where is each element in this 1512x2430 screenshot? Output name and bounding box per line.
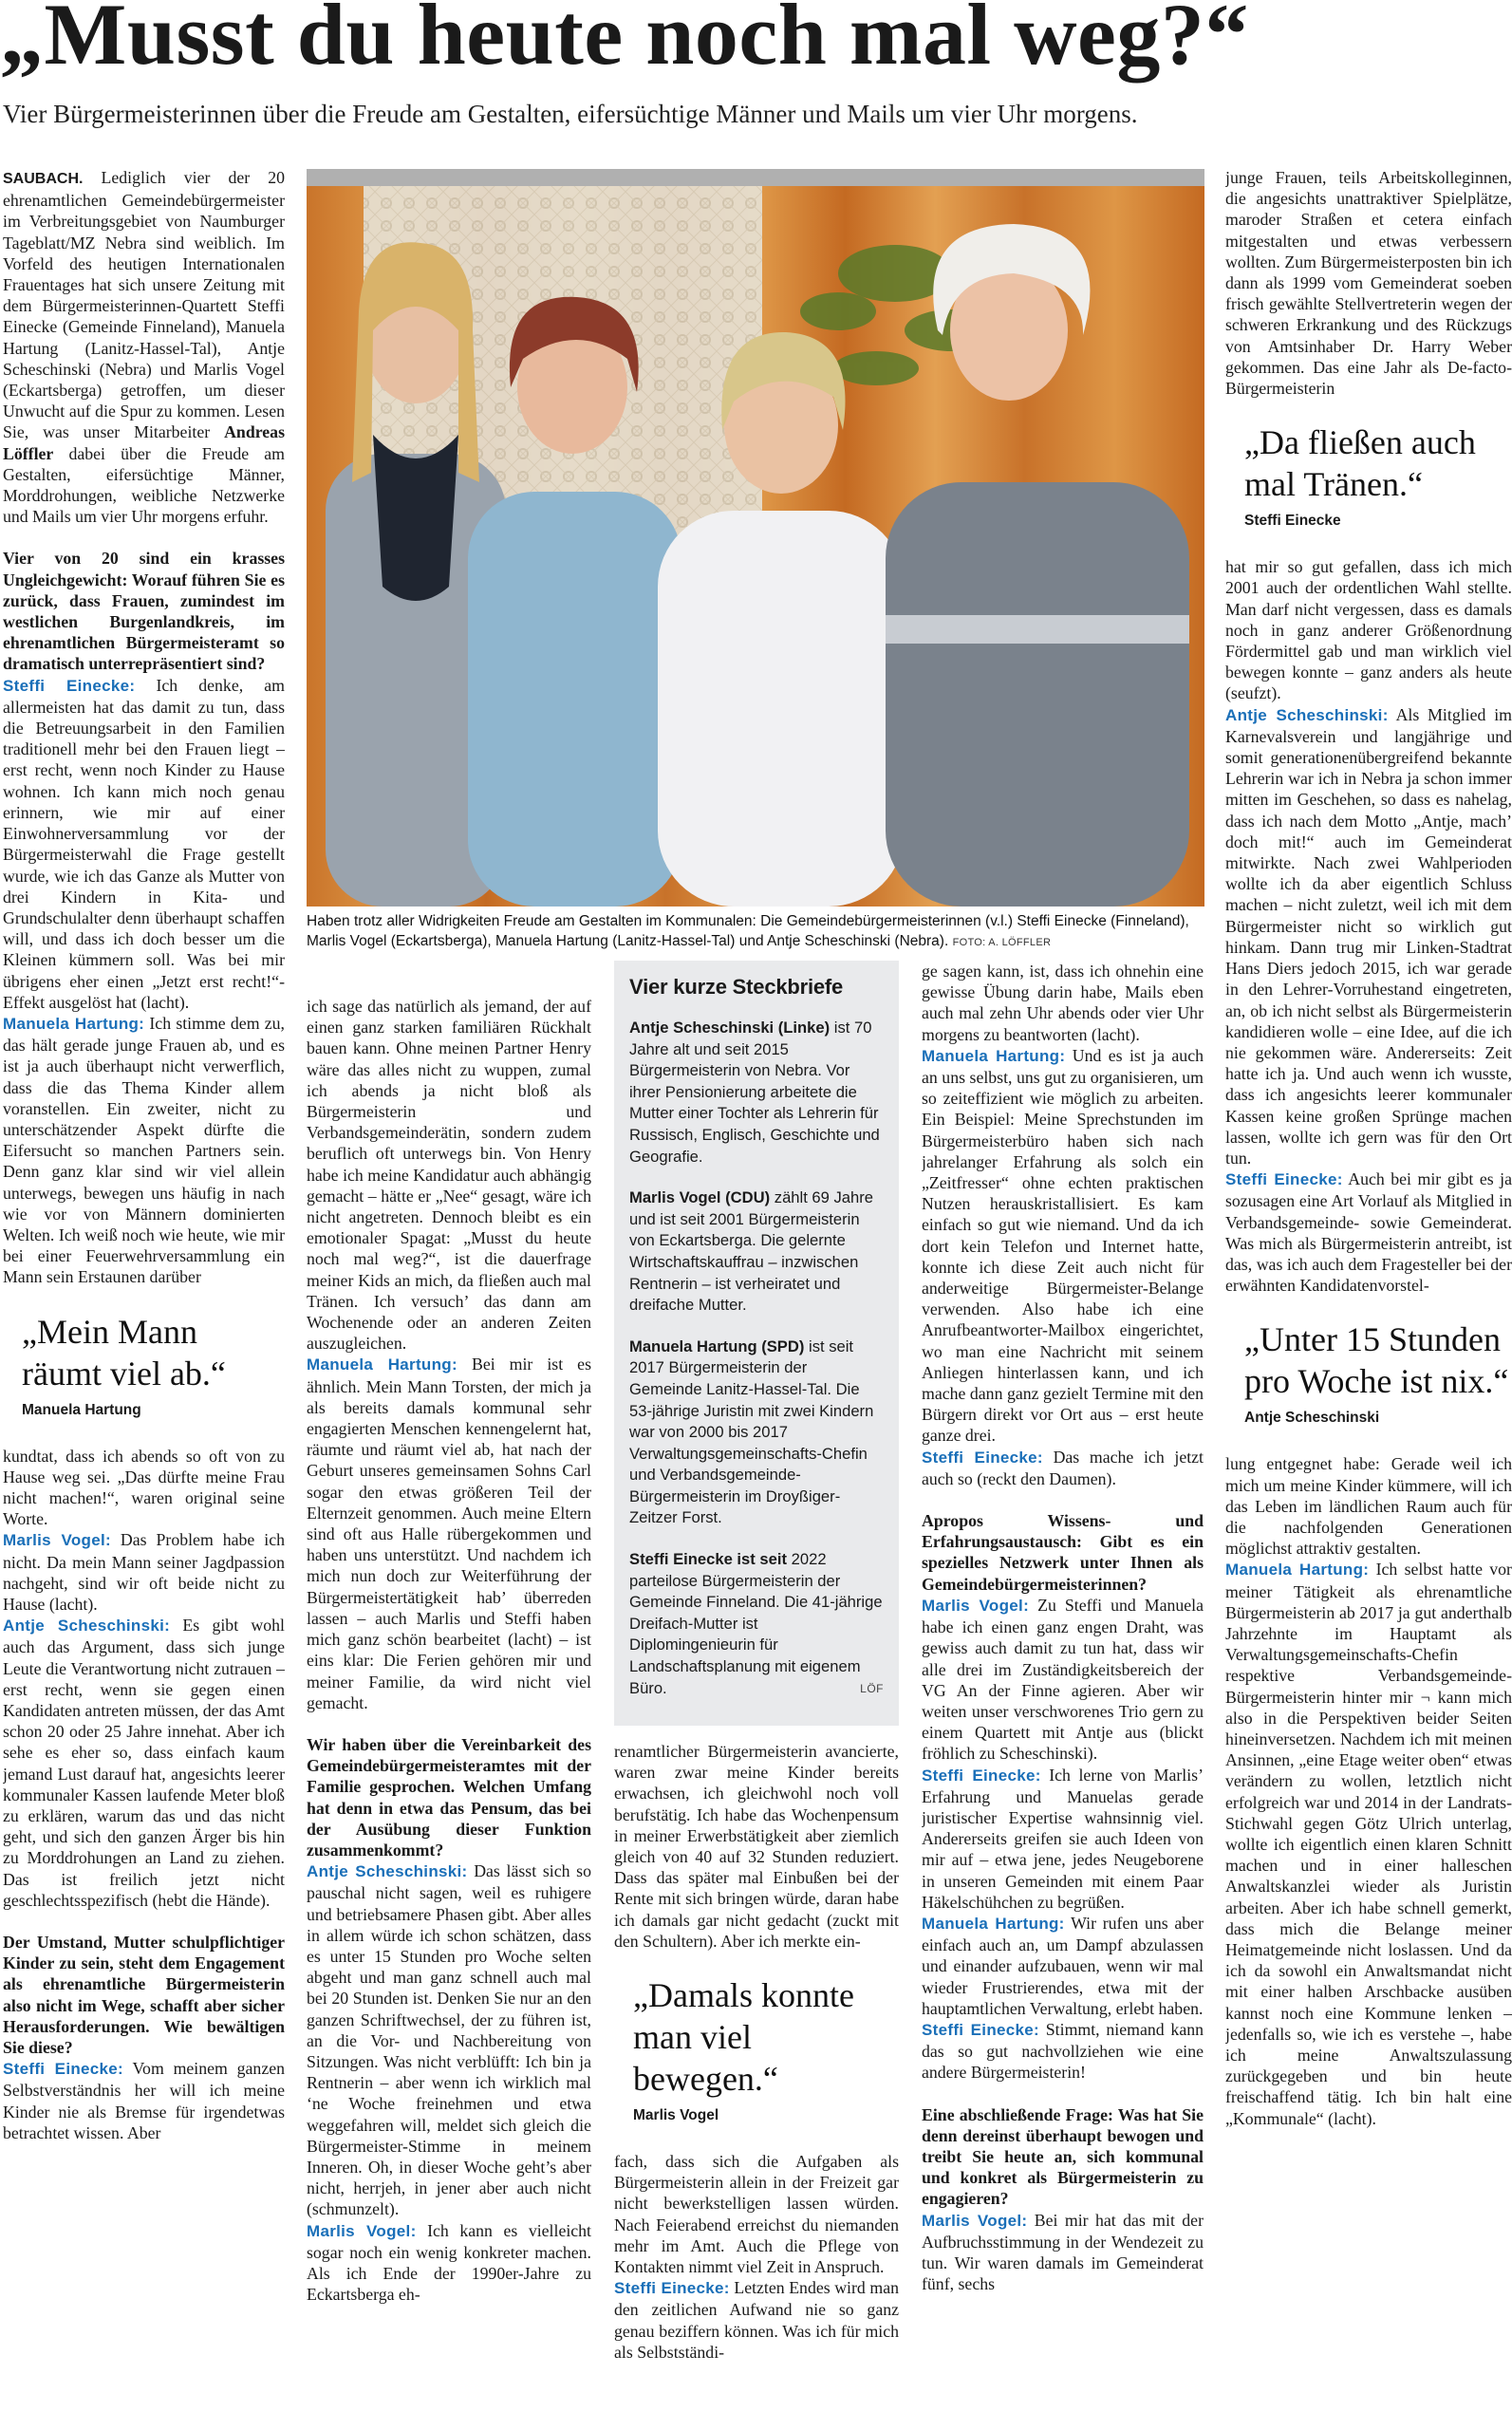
profile-name: Steffi Einecke ist seit [629, 1550, 788, 1569]
speaker-label: Steffi Einecke: [614, 2279, 730, 2298]
profile-name: Manuela Hartung (SPD) [629, 1336, 805, 1355]
answer-paragraph: ge sagen kann, ist, dass ich ohnehin eine gewisse Übung darin habe, Mails eben auch mal zehn Uhr abends oder vier Uhr morgens zu beantworten (lacht). [922, 962, 1204, 1044]
speaker-label: Steffi Einecke: [922, 1448, 1043, 1467]
article-column-1 [3, 167, 285, 2430]
answer-paragraph: Manuela Hartung: Ich stimme dem zu, das hält gerade junge Frauen ab, und es ist ja auch überhaupt nicht verwerflich, dass die das Thema Kinder allem voranstellen. Ein zweiter, nicht zu unterschätzender Aspekt dürfte die Eifersucht so manchen Partners sein. Denn ganz klar sind wir viel allein unterwegs, bewegen uns häufig in nach wie vor von Männern dominierten Welten. Ich weiß noch wie heute, wie mir bei einer Feuerwehrversammlung ein Mann sein Erstaunen darüber [3, 1013, 285, 1287]
pull-quote-text: „Mein Mann räumt viel ab.“ [22, 1312, 226, 1393]
answer-paragraph: Manuela Hartung: Wir rufen uns aber einfach auch an, um Dampf abzulassen und einander aufzubauen, wenn wir mal wieder Frustrierendes, etwa mit der hauptamtlichen Verwaltung, erlebt haben. [922, 1913, 1204, 2018]
group-photo-illustration [307, 169, 1204, 907]
photo-credit: FOTO: A. LÖFFLER [952, 937, 1052, 948]
author-name: Andreas Löffler [3, 422, 285, 463]
question-4: Apropos Wissens- und Erfahrungsaustausch: Gibt es ein spezielles Netzwerk unter Ihnen als Gemeindebürgermeisterinnen? [922, 1511, 1204, 1594]
answer-paragraph: Manuela Hartung: Ich selbst hatte vor meiner Tätigkeit als ehrenamtliche Bürgermeisterin ab 2017 ja gut anderthalb Jahrzehnte im Hauptamt als Verwaltungsgemeinschafts-Chefin respektive Verbandsgemeinde-Bürgermeisterin hinter mir ¬ kann mich also in die Perspektiven beider Seiten hineinversetzen. Nachdem ich mit meinen Ansinnen, „eine Etage weiter oben“ etwas verändern zu wollen, letztlich nicht erfolgreich war und 2014 in der Landrats-Stichwahl gegen Götz Ulrich unterlag, wollte ich eigentlich einen klaren Schnitt machen und in einer halleschen Anwaltskanzlei wieder als Juristin arbeiten. Aber ich habe schnell gemerkt, dass mich die Belange meiner Heimatgemeinde nicht loslassen. Und da ich da sowohl ein Anwaltsmandat nicht mit einer halben Arschbacke ausüben kannst noch eine Kommune lenken – jedenfalls so, wie ich es verstehe –, habe ich meine Anwaltszulassung zurückgegeben und bin heute freischaffend tätig. Ich bin halt eine „Kommunale“ (lacht). [1225, 1560, 1512, 2128]
article-column-2 [307, 996, 591, 2430]
answer-paragraph: Steffi Einecke: Letzten Endes wird man den zeitlichen Aufwand nie so ganz genau beziffern können. Was ich für mich als Selbstständi- [614, 2278, 899, 2362]
pull-quote [633, 1974, 899, 2126]
answer-paragraph: Steffi Einecke: Stimmt, niemand kann das so gut nachvollziehen wie eine andere Bürgermeisterin! [922, 2019, 1204, 2083]
speaker-label: Steffi Einecke: [3, 676, 136, 695]
pull-quote-text: „Unter 15 Stunden pro Woche ist nix.“ [1244, 1320, 1509, 1401]
speaker-label: Antje Scheschinski: [3, 1617, 171, 1636]
question-2: Der Umstand, Mutter schulpflichtiger Kinder zu sein, steht dem Engagement als ehrenamtliche Bürgermeisterin also nicht im Wege, schafft aber sicher Herausforderungen. Wie bewältigen Sie diese? [3, 1933, 285, 2058]
speaker-label: Marlis Vogel: [3, 1531, 111, 1550]
profile-entry: Steffi Einecke ist seit 2022 parteilose Bürgermeisterin der Gemeinde Finneland. Die 41-jährige Dreifach-Mutter ist Diplomingenieurin für Landschaftsplanung mit eigenem Büro. LÖF [629, 1549, 884, 1699]
profile-entry: Manuela Hartung (SPD) ist seit 2017 Bürgermeisterin der Gemeinde Lanitz-Hassel-Tal. Die 53-jährige Juristin mit zwei Kindern war von 2000 bis 2017 Verwaltungsgemeinschafts-Chefin und Verbandsgemeinde-Bürgermeisterin im Droyßiger-Zeitzer Forst. [629, 1336, 874, 1527]
speaker-label: Manuela Hartung: [922, 1046, 1066, 1065]
article-column-5 [1225, 167, 1512, 2430]
profiles-signature: LÖF [860, 1681, 884, 1695]
answer-paragraph: ich sage das natürlich als jemand, der auf einen ganz starken familiären Rückhalt bauen kann. Ohne meinen Partner Henry wäre das alles nicht zu wuppen, zumal ich abends ja nicht bloß als Bürgermeisterin und Verbandsgemeinderätin, sondern zudem beruflich oft unterwegs bin. Von Henry habe ich meine Kandidatur auch abhängig gemacht – hätte er „Nee“ gesagt, wäre ich nicht angetreten. Dennoch bleibt es ein emotionaler Spagat: „Musst du heute noch mal weg?“, ist die dauerfrage meiner Kids an mich, da fließen auch mal Tränen. Ich versuch’ das dann am Wochenende oder an anderen Zeiten auszugleichen. [307, 997, 591, 1354]
answer-paragraph: Steffi Einecke: Ich lerne von Marlis’ Erfahrung und Manuelas gerade juristischer Expertise wahnsinnig viel. Andererseits greifen sie auch Ideen von mir auf – etwa jene, jedes Neugeborene in unseren Gemeinden mit einem Paar Häkelschühchen zu begrüßen. [922, 1765, 1204, 1912]
speaker-label: Manuela Hartung: [922, 1914, 1065, 1933]
pull-quote-author: Steffi Einecke [1244, 513, 1341, 530]
speaker-label: Marlis Vogel: [922, 2211, 1028, 2230]
profile-name: Marlis Vogel (CDU) [629, 1188, 771, 1207]
answer-paragraph: Steffi Einecke: Ich denke, am allermeisten hat das damit zu tun, dass die Betreuungsarbeit in den Familien traditionell mehr bei den Frauen liegt – erst recht, wenn noch Kinder zu Hause wohnen. Ich kann mich noch genau erinnern, wie mir auf einer Einwohnerversammlung vor der Bürgermeisterwahl die Frage gestellt wurde, wie ich das Ganze als Mutter von drei Kindern in Kita- und Grundschulalter denn überhaupt schaffen will, und dass ich doch besser um die Kleinen kümmern soll. Was bei mir übrigens eher einen „Jetzt erst recht!“-Effekt ausgelöst hat (lacht). [3, 675, 285, 1012]
answer-paragraph: Marlis Vogel: Bei mir hat das mit der Aufbruchsstimmung in der Wendezeit zu tun. Wir waren damals im Gemeinderat fünf, sechs [922, 2210, 1204, 2294]
article-column-3 [614, 1741, 899, 2430]
question-1: Vier von 20 sind ein krasses Ungleichgewicht: Worauf führen Sie es zurück, dass Frauen, zumindest im westlichen Burgenlandkreis, im ehrenamtlichen Bürgermeisteramt so dramatisch unterrepräsentiert sind? [3, 549, 285, 674]
pull-quote-text: „Da fließen auch mal Tränen.“ [1244, 423, 1476, 504]
pull-quote [22, 1311, 285, 1421]
answer-paragraph: Steffi Einecke: Vom meinem ganzen Selbstverständnis her will ich meine Kinder nie als Bremse für irgendetwas betrachtet wissen. Aber [3, 2059, 285, 2142]
answer-paragraph: Marlis Vogel: Ich kann es vielleicht sogar noch ein wenig konkreter machen. Als ich Ende der 1990er-Jahre zu Eckartsberga eh- [307, 2220, 591, 2305]
speaker-label: Steffi Einecke: [1225, 1170, 1343, 1189]
profile-entry: Antje Scheschinski (Linke) ist 70 Jahre alt und seit 2015 Bürgermeisterin von Nebra. Vor ihrer Pensionierung arbeitete die Mutter einer Tochter als Lehrerin für Russisch, Englisch, Geschichte und Geografie. [629, 1019, 880, 1166]
speaker-label: Marlis Vogel: [307, 2221, 417, 2240]
group-photo [307, 169, 1204, 907]
pull-quote-author: Manuela Hartung [22, 1401, 141, 1418]
answer-paragraph: junge Frauen, teils Arbeitskolleginnen, die angesichts unattraktiver Spielplätze, maroder Straßen et cetera einfach mitgestalten und etwas verbessern wollten. Zum Bürgermeisterposten bin ich dann als 1999 vom Gemeinderat soeben frisch gewählte Stellvertreterin wegen der schweren Erkrankung und des Rückzugs von Amtsinhaber Dr. Harry Weber gekommen. Das eine Jahr als De-facto-Bürgermeisterin [1225, 168, 1512, 399]
answer-paragraph: Antje Scheschinski: Als Mitglied im Karnevalsverein und langjährige und somit generationenübergreifend bekannte Lehrerin war ich in Nebra ja schon immer mitten im Geschehen, so dass es nahelag, dass ich nach dem Motto „Antje, mach’ doch mit!“ auch im Gemeinderat mitwirkte. Nach zwei Wahlperioden wollte ich da aber eigentlich Schluss machen – nicht zuletzt, weil ich mit dem Bürgermeister nicht so wirklich gut hinkam. Dann trug mir Linken-Stadtrat Hans Diers jedoch 2015, ich war gerade in den Lehrer-Vorruhestand eingetreten, an, ob ich nicht selbst als Bürgermeisterin kandidieren wolle – eine Idee, auf die ich nie gekommen wäre. Andererseits: Zeit hatte ich ja. Und auch wenn ich wusste, dass ich angesichts leerer kommunaler Kassen keine großen Sprünge machen lassen, wollte ich gern was für den Ort tun. [1225, 704, 1512, 1168]
intro-paragraph: SAUBACH. Lediglich vier der 20 ehrenamtlichen Gemeindebürgermeister im Verbreitungsgebiet von Naumburger Tageblatt/MZ Nebra sind weiblich. Im Vorfeld des heutigen Internationalen Frauentages hat sich unsere Zeitung mit dem Bürgermeisterinnen-Quartett Steffi Einecke (Gemeinde Finneland), Manuela Hartung (Lanitz-Hassel-Tal), Antje Scheschinski (Nebra) und Marlis Vogel (Eckartsberga) getroffen, um dieser Unwucht auf die Spur zu kommen. Lesen Sie, was unser Mitarbeiter Andreas Löffler dabei über die Freude am Gestalten, eifersüchtige Männer, Morddrohungen, weibliche Netzwerke und Mails um vier Uhr morgens erfuhr. [3, 168, 285, 527]
pull-quote [1244, 1318, 1512, 1429]
answer-paragraph: Steffi Einecke: Das mache ich jetzt auch so (reckt den Daumen). [922, 1447, 1204, 1488]
pull-quote-text: „Damals konnte man viel bewegen.“ [633, 1976, 854, 2099]
speaker-label: Marlis Vogel: [922, 1596, 1030, 1615]
answer-paragraph: Marlis Vogel: Das Problem habe ich nicht. Da mein Mann seiner Jagdpassion nachgeht, sind wir oft beide nicht zu Hause (lacht). [3, 1530, 285, 1614]
answer-paragraph: Manuela Hartung: Bei mir ist es ähnlich. Mein Mann Torsten, der mich ja als bereits damals kommunal sehr engagierten Menschen kennengelernt hat, räumte und räumt viel ab, hat nach der Geburt unseres gemeinsamen Sohns Carl sogar den etwas größeren Teil der Elternzeit genommen. Auch meine Eltern sind oft aus Halle rübergekommen und haben uns unterstützt. Und nachdem ich mich nun doch zur Weiterführung der Bürgermeistertätigkeit hab’ überreden lassen – auch Marlis und Steffi haben mich ganz schön bearbeitet (lacht) – ist eins klar: Die Ferien gehören mir und meiner Familie, da wird nicht viel gemacht. [307, 1355, 591, 1712]
speaker-label: Steffi Einecke: [922, 2020, 1039, 2039]
speaker-label: Manuela Hartung: [1225, 1561, 1370, 1580]
headline: „Musst du heute noch mal weg?“ [0, 0, 1249, 83]
profiles-box [614, 961, 899, 1726]
speaker-label: Manuela Hartung: [3, 1014, 145, 1033]
subline: Vier Bürgermeisterinnen über die Freude am Gestalten, eifersüchtige Männer und Mails um vier Uhr morgens. [3, 100, 1138, 128]
answer-paragraph: renamtlicher Bürgermeisterin avancierte, waren zwar meine Kinder bereits erwachsen, ich gleichwohl noch voll berufstätig. Ich habe das Wochenpensum in meiner Erwerbstätigkeit aber ziemlich gleich von 40 auf 32 Stunden reduziert. Dass das später mal Einbußen bei der Rente mit sich bringen würde, daran habe ich damals gar nicht gedacht (zuckt mit den Schultern). Aber ich merkte ein- [614, 1742, 899, 1951]
speaker-label: Steffi Einecke: [3, 2060, 124, 2079]
profiles-title: Vier kurze Steckbriefe [629, 975, 844, 999]
answer-paragraph: Steffi Einecke: Auch bei mir gibt es ja sozusagen eine Art Vorlauf als Mitglied in Verbandsgemeinde- sowie Gemeinderat. Was mich als Bürgermeisterin antreibt, ist das, was ich auch dem Fragesteller bei der erwähnten Kandidatenvorstel- [1225, 1169, 1512, 1296]
answer-paragraph: Marlis Vogel: Zu Steffi und Manuela habe ich einen ganz engen Draht, was gewiss auch damit zu tun hat, dass wir alle drei im Zuständigkeitsbereich der VG An der Finne agieren. Aber wir weiten unser verschworenes Trio gern zu einem Quartett mit Antje aus (blickt fröhlich zu Scheschinski). [922, 1595, 1204, 1764]
speaker-label: Steffi Einecke: [922, 1766, 1041, 1785]
pull-quote-author: Marlis Vogel [633, 2107, 719, 2124]
answer-paragraph: lung entgegnet habe: Gerade weil ich mich um meine Kinder kümmere, will ich das Leben im ländlichen Raum auch für die nachfolgenden Generationen möglichst attraktiv gestalten. [1225, 1454, 1512, 1559]
pull-quote-author: Antje Scheschinski [1244, 1410, 1380, 1427]
answer-paragraph: kundtat, dass ich abends so oft von zu Hause weg sei. „Das dürfte meine Frau nicht machen!“, waren original seine Worte. [3, 1446, 285, 1529]
speaker-label: Antje Scheschinski: [1225, 705, 1389, 724]
question-5: Eine abschließende Frage: Was hat Sie denn dereinst überhaupt bewogen und treibt Sie heute an, sich kommunal und konkret als Bürgermeisterin zu engagieren? [922, 2104, 1204, 2209]
article-column-4 [922, 961, 1204, 2430]
answer-paragraph: fach, dass sich die Aufgaben als Bürgermeisterin allein in der Freizeit gar nicht bewerkstelligen lassen würden. Nach Feierabend erreichst du niemanden mehr im Amt. Auch die Pflege von Kontakten nimmt viel Zeit in Anspruch. [614, 2152, 899, 2277]
answer-paragraph: Manuela Hartung: Und es ist ja auch an uns selbst, uns gut zu organisieren, um so zeiteffizient wie möglich zu arbeiten. Ein Beispiel: Meine Sprechstunden im Bürgermeisterbüro haben sich nach jahrelanger Erfahrung als solch ein „Zeitfresser“ ohne echten praktischen Nutzen herauskristallisiert. Es kam einfach so gut wie niemand. Und da ich dort kein Telefon und Internet hatte, konnte ich diese Zeit auch nicht für anderweitige Bürgermeister-Belange verwenden. Also habe ich eine Anrufbeantworter-Mailbox eingerichtet, wo man eine Nachricht mit seinem Anliegen hinterlassen kann, und ich mache dann ganz gezielt Termine mit den Bürgern direkt vor Ort aus – erst heute ganze drei. [922, 1045, 1204, 1446]
answer-paragraph: hat mir so gut gefallen, dass ich mich 2001 auch der ordentlichen Wahl stellte. Man darf nicht vergessen, dass es damals noch in ganz anderer Größenordnung Fördermittel gab und man wirklich viel bewegen konnte – ganz anders als heute (seufzt). [1225, 557, 1512, 703]
profile-entry: Marlis Vogel (CDU) zählt 69 Jahre und ist seit 2001 Bürgermeisterin von Eckartsberga. Die gelernte Wirtschaftskauffrau – inzwischen Rentnerin – ist verheiratet und dreifache Mutter. [629, 1188, 874, 1315]
profile-name: Antje Scheschinski (Linke) [629, 1019, 831, 1037]
question-3: Wir haben über die Vereinbarkeit des Gemeindebürgermeisteramtes mit der Familie gesprochen. Welchen Umfang hat denn in etwa das Pensum, das bei der Ausübung dieser Funktion zusammenkommt? [307, 1734, 591, 1860]
answer-paragraph: Antje Scheschinski: Es gibt wohl auch das Argument, dass sich junge Leute die Verantwortung nicht zutrauen – erst recht, wenn sie gegen einen Kandidaten antreten müssen, der das Amt schon 20 oder 25 Jahre innehat. Aber ich sehe es eher so, dass einfach kaum jemand Lust darauf hat, angesichts leerer kommunaler Kassen laufende Meter bloß zu erklären, warum das und das nicht geht, und sich den ganzen Ärger bis hin zu Morddrohungen an Land zu ziehen. Das ist freilich jetzt nicht geschlechtsspezifisch (hebt die Hände). [3, 1616, 285, 1910]
pull-quote [1244, 421, 1512, 532]
dateline: SAUBACH. [3, 171, 84, 187]
answer-paragraph: Antje Scheschinski: Das lässt sich so pauschal nicht sagen, weil es ruhigere und betriebsamere Phasen gibt. Aber alles in allem würde ich schon schätzen, dass es unter 15 Stunden pro Woche selten abgeht und man ganz schnell auch mal bei 20 Stunden ist. Denken Sie nur an den ganzen Schriftwechsel, der zu führen ist, an die Vor- und Nachbereitung von Sitzungen. Was nicht verblüfft: Ich bin ja Rentnerin – aber wenn ich wirklich mal ‘ne Woche freinehmen und etwa weggefahren will, meldet sich gleich die Bürgermeister-Stimme in meinem Inneren. Oh, in dieser Woche geht’s aber nicht, herrjeh, in jener aber auch nicht (schmunzelt). [307, 1861, 591, 2219]
photo-caption: Haben trotz aller Widrigkeiten Freude am Gestalten im Kommunalen: Die Gemeindebürgermeisterinnen (v.l.) Steffi Einecke (Finneland), Marlis Vogel (Eckartsberga), Manuela Hartung (Lanitz-Hassel-Tal) und Antje Scheschinski (Nebra). FOTO: A. LÖFFLER [307, 913, 1189, 949]
speaker-label: Manuela Hartung: [307, 1355, 457, 1374]
speaker-label: Antje Scheschinski: [307, 1862, 468, 1881]
